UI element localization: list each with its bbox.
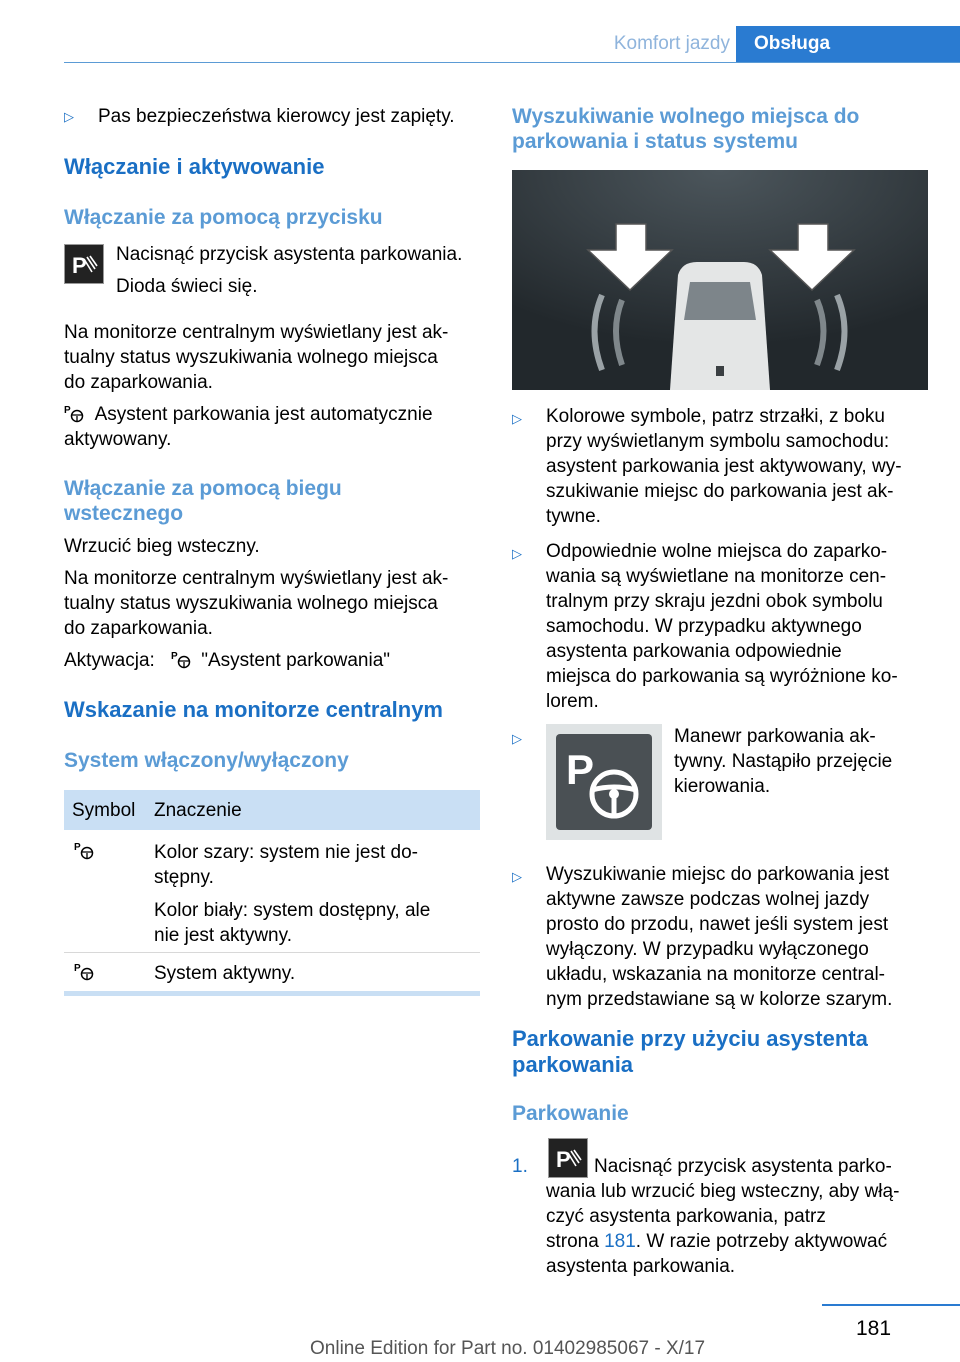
text-line: czyć asystenta parkowania, patrz <box>546 1206 826 1227</box>
text-line: aktywowany. <box>64 429 172 450</box>
text-line: stępny. <box>154 867 214 888</box>
heading-line: wstecznego <box>64 502 184 525</box>
svg-text:P: P <box>566 746 595 793</box>
activation-value: "Asystent parkowania" <box>201 650 391 671</box>
heading-reverse <box>64 476 342 526</box>
svg-text:P: P <box>74 842 81 853</box>
parking-assist-button-icon <box>548 1138 588 1178</box>
text-line: tralnym przy skraju jezdni obok symbolu <box>546 591 883 612</box>
parking-steering-icon <box>171 649 191 669</box>
text-line: Odpowiednie wolne miejsca do zaparko- <box>546 541 888 562</box>
heading-parking-assist <box>512 1026 868 1078</box>
led-status: Dioda świeci się. <box>116 276 258 297</box>
text-fragment: strona <box>546 1231 599 1252</box>
page-link[interactable]: 181 <box>604 1231 636 1252</box>
text-line: nym przedstawiane są w kolorze szarym. <box>546 989 893 1010</box>
text-line: aktywne zawsze podczas wolnej jazdy <box>546 889 870 910</box>
reverse-instruction: Wrzucić bieg wsteczny. <box>64 536 260 557</box>
text-line: do zaparkowania. <box>64 618 213 639</box>
symbol-table <box>64 790 480 996</box>
parking-maneuver-icon <box>546 724 662 840</box>
bullet-icon: ▷ <box>64 109 74 124</box>
heading-line: parkowania i status systemu <box>512 130 798 153</box>
parking-steering-icon <box>74 961 94 981</box>
heading-line: Wyszukiwanie wolnego miejsca do <box>512 105 860 128</box>
bullet-icon: ▷ <box>512 869 522 884</box>
list-item <box>512 862 932 1012</box>
text-line: do zaparkowania. <box>64 372 213 393</box>
text-line: miejsca do parkowania są wyróżnione ko- <box>546 666 898 687</box>
footer-divider <box>822 1304 960 1306</box>
svg-text:P: P <box>170 651 178 662</box>
text-line: wania są wyświetlane na monitorze cen- <box>546 566 887 587</box>
text-fragment: . W razie potrzeby aktywować <box>635 1231 888 1252</box>
text-line: prosto do przodu, nawet jeśli system jest <box>546 914 889 935</box>
button-instruction: Nacisnąć przycisk asystenta parkowania. <box>116 244 463 265</box>
svg-text:P: P <box>64 405 71 416</box>
text-line: asystenta parkowania odpowiednie <box>546 641 842 662</box>
heading-line: Parkowanie przy użyciu asystenta <box>512 1026 868 1051</box>
footer-edition: Online Edition for Part no. 01402985067 - X/17 <box>310 1338 706 1359</box>
heading-display: Wskazanie na monitorze centralnym <box>64 697 443 722</box>
text-line: Na monitorze centralnym wyświetlany jest ak- <box>64 568 449 589</box>
parking-display-image <box>512 170 928 390</box>
bullet-icon: ▷ <box>512 411 522 426</box>
activation-label: Aktywacja: <box>64 650 155 671</box>
heading-search <box>512 104 859 154</box>
table-row <box>64 830 480 952</box>
right-bullet-list <box>512 404 932 1012</box>
text-line: Kolorowe symbole, patrz strzałki, z boku <box>546 406 885 427</box>
heading-parking: Parkowanie <box>512 1102 629 1125</box>
list-item <box>64 104 484 129</box>
text-line: przy wyświetlanym symbolu samochodu: <box>546 431 890 452</box>
table-bottom-bar <box>64 991 480 996</box>
step-number: 1. <box>512 1156 528 1177</box>
table-header <box>64 790 480 830</box>
table-row <box>64 953 480 991</box>
parking-steering-icon <box>64 403 84 423</box>
table-cell: System aktywny. <box>154 963 296 984</box>
text-line: układu, wskazania na monitorze central- <box>546 964 886 985</box>
bullet-icon: ▷ <box>512 546 522 561</box>
activation-line <box>64 648 390 673</box>
list-item <box>512 724 932 848</box>
text-line: Nacisnąć przycisk asystenta parko- <box>594 1156 892 1177</box>
text-line: asystenta parkowania. <box>546 1256 736 1277</box>
text-line <box>546 1229 887 1254</box>
column-header-symbol: Symbol <box>72 800 136 821</box>
text-line: szukiwanie miejsc do parkowania jest ak- <box>546 481 894 502</box>
monitor-status-text <box>64 320 484 395</box>
text-line: tualny status wyszukiwania wolnego miejsca <box>64 347 438 368</box>
list-item <box>512 404 932 529</box>
svg-text:P: P <box>556 1147 571 1172</box>
bullet-icon: ▷ <box>512 731 522 746</box>
text-line: Na monitorze centralnym wyświetlany jest ak- <box>64 322 449 343</box>
text-line: tywne. <box>546 506 601 527</box>
text-line: Manewr parkowania ak- <box>674 726 876 747</box>
heading-activation: Włączanie i aktywowanie <box>64 154 325 179</box>
heading-button: Włączanie za pomocą przycisku <box>64 206 383 229</box>
text-line: Wyszukiwanie miejsc do parkowania jest <box>546 864 890 885</box>
list-item <box>512 539 932 714</box>
parking-steering-icon <box>74 840 94 860</box>
text-line: wyłączony. W przypadku wyłączonego <box>546 939 869 960</box>
monitor-status-text-2 <box>64 566 484 641</box>
text-line: nie jest aktywny. <box>154 925 292 946</box>
column-header-meaning: Znaczenie <box>154 800 242 821</box>
text-line: samochodu. W przypadku aktywnego <box>546 616 862 637</box>
bullet-text: Pas bezpieczeństwa kierowcy jest zapięty. <box>98 106 455 127</box>
text-line: tywny. Nastąpiło przejęcie <box>674 751 893 772</box>
text-line: Kolor szary: system nie jest do- <box>154 842 418 863</box>
text-line: asystent parkowania jest aktywowany, wy- <box>546 456 902 477</box>
header-divider <box>64 62 960 63</box>
svg-text:P: P <box>72 253 87 278</box>
heading-line: parkowania <box>512 1052 634 1077</box>
svg-text:P: P <box>74 963 81 974</box>
text-line: lorem. <box>546 691 599 712</box>
auto-active-text <box>64 402 484 452</box>
maneuver-text <box>674 724 892 799</box>
text-line: tualny status wyszukiwania wolnego miejsca <box>64 593 438 614</box>
left-column <box>64 104 484 129</box>
text-line: kierowania. <box>674 776 771 797</box>
header-tab-label: Obsługa <box>736 26 960 62</box>
header-section-label: Komfort jazdy <box>613 33 730 54</box>
text-line: Asystent parkowania jest automatycznie <box>94 404 433 425</box>
heading-system: System włączony/wyłączony <box>64 749 349 772</box>
heading-line: Włączanie za pomocą biegu <box>64 477 342 500</box>
text-line: Kolor biały: system dostępny, ale <box>154 900 431 921</box>
parking-assist-button-icon <box>64 244 104 284</box>
page-number: 181 <box>856 1317 892 1340</box>
text-line: wania lub wrzucić bieg wsteczny, aby włą- <box>546 1181 900 1202</box>
table-cell <box>154 840 474 948</box>
